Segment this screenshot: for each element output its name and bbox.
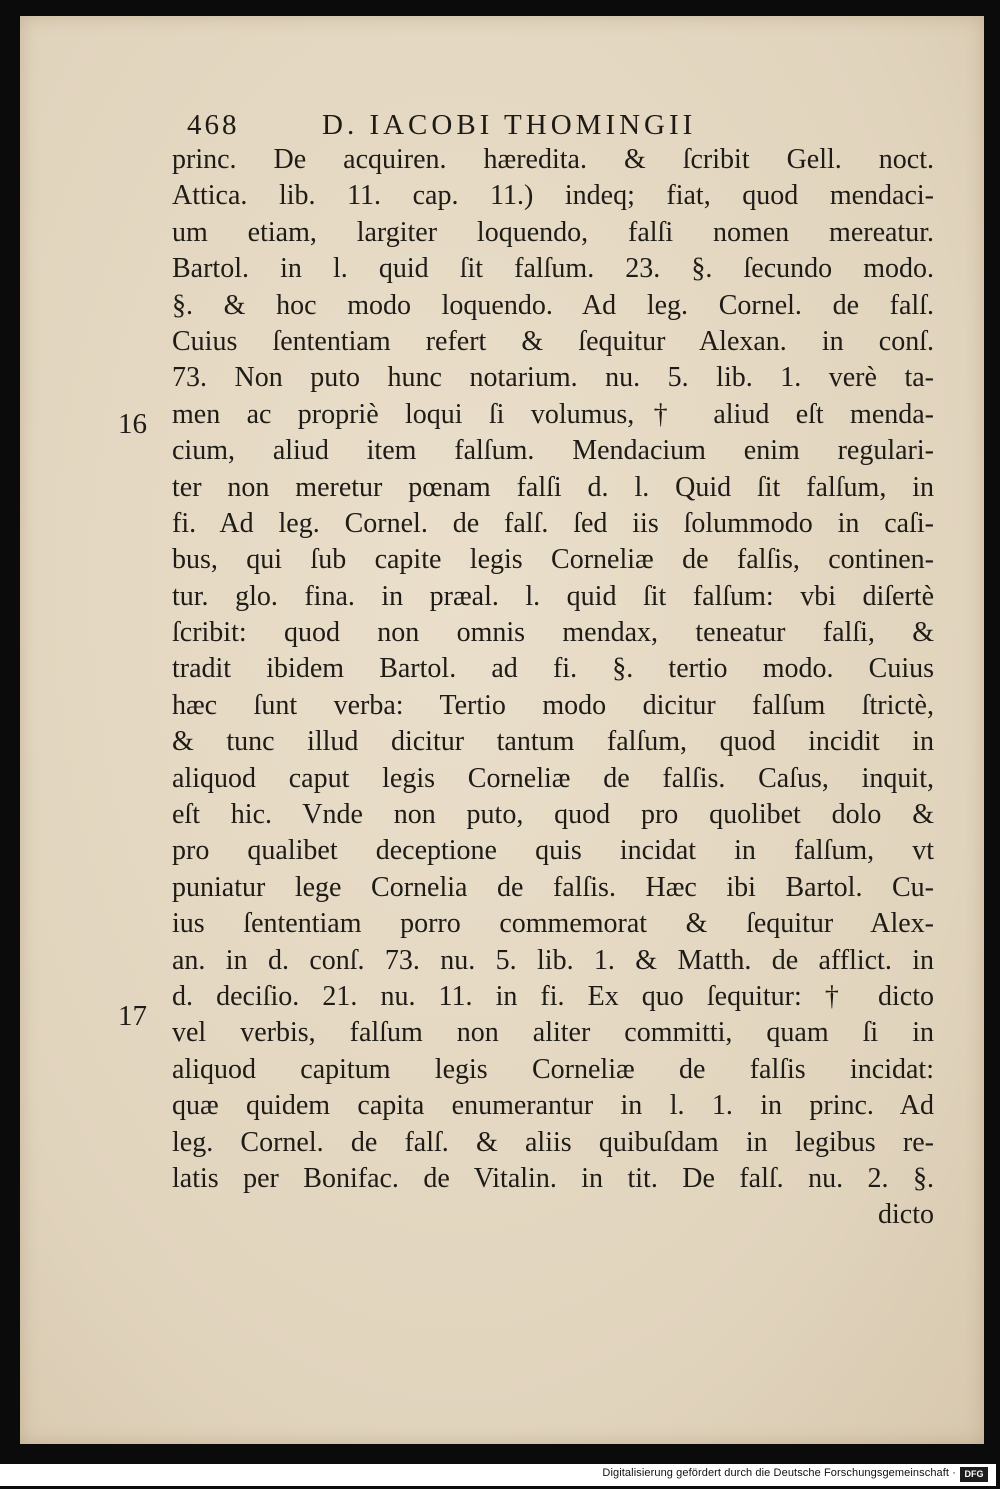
- digitization-footer: [0, 1464, 996, 1486]
- footer-credit: Digitalisierung gefördert durch die Deutsche Forschungsgemeinschaft ·: [602, 1467, 956, 1479]
- text-line: fi. Ad leg. Cornel. de falſ. ſed iis ſolummodo in caſi-: [172, 507, 934, 539]
- text-line: princ. De acquiren. hæredita. & ſcribit Gell. noct.: [172, 144, 934, 175]
- text-line: latis per Bonifac. de Vitalin. in tit. De falſ. nu. 2. §.: [172, 1162, 934, 1194]
- text-line: ſcribit: quod non omnis mendax, teneatur falſi, &: [172, 617, 934, 649]
- text-line: Bartol. in l. quid ſit falſum. 23. §. ſecundo modo.: [172, 253, 934, 285]
- catchword: dicto: [878, 1199, 934, 1231]
- text-line: eſt hic. Vnde non puto, quod pro quolibet dolo &: [172, 799, 934, 831]
- text-line: an. in d. conſ. 73. nu. 5. lib. 1. & Matth. de afflict. in: [172, 944, 934, 976]
- body-text: [172, 142, 942, 1234]
- text-line: 73. Non puto hunc notarium. nu. 5. lib. 1. verè ta-: [172, 362, 934, 394]
- text-line: & tunc illud dicitur tantum falſum, quod incidit in: [172, 726, 934, 758]
- text-line: um etiam, largiter loquendo, falſi nomen mereatur.: [172, 216, 934, 248]
- text-line: quæ quidem capita enumerantur in l. 1. in princ. Ad: [172, 1090, 934, 1122]
- text-line: hæc ſunt verba: Tertio modo dicitur falſum ſtrictè,: [172, 689, 934, 721]
- running-head: D. IACOBI THOMINGII: [322, 109, 697, 141]
- text-line: aliquod capitum legis Corneliæ de falſis incidat:: [172, 1053, 934, 1085]
- text-line: pro qualibet deceptione quis incidat in falſum, vt: [172, 835, 934, 867]
- text-line: Attica. lib. 11. cap. 11.) indeq; fiat, quod mendaci-: [172, 180, 934, 212]
- text-line: puniatur lege Cornelia de falſis. Hæc ibi Bartol. Cu-: [172, 871, 934, 903]
- margin-number-16: 16: [118, 408, 147, 440]
- text-line: tradit ibidem Bartol. ad fi. §. tertio modo. Cuius: [172, 653, 934, 685]
- text-line: cium, aliud item falſum. Mendacium enim regulari-: [172, 435, 934, 467]
- text-line: ius ſententiam porro commemorat & ſequitur Alex-: [172, 908, 934, 940]
- text-line: vel verbis, falſum non aliter committi, quam ſi in: [172, 1017, 934, 1049]
- text-line: bus, qui ſub capite legis Corneliæ de falſis, continen-: [172, 544, 934, 576]
- dfg-logo-icon: DFG: [960, 1467, 988, 1482]
- text-line: Cuius ſententiam refert & ſequitur Alexan. in conſ.: [172, 325, 934, 357]
- text-line: men ac propriè loqui ſi volumus,† aliud eſt menda-: [172, 398, 934, 430]
- text-line: leg. Cornel. de falſ. & aliis quibuſdam in legibus re-: [172, 1126, 934, 1158]
- margin-number-17: 17: [118, 1000, 147, 1032]
- text-line: ter non meretur pœnam falſi d. l. Quid ſit falſum, in: [172, 471, 934, 503]
- text-line: §. & hoc modo loquendo. Ad leg. Cornel. de falſ.: [172, 289, 934, 321]
- text-line: tur. glo. fina. in præal. l. quid ſit falſum: vbi diſertè: [172, 580, 934, 612]
- text-line: aliquod caput legis Corneliæ de falſis. Caſus, inquit,: [172, 762, 934, 794]
- page-number: 468: [187, 109, 240, 141]
- text-line: d. deciſio. 21. nu. 11. in fi. Ex quo ſequitur: † dicto: [172, 980, 934, 1012]
